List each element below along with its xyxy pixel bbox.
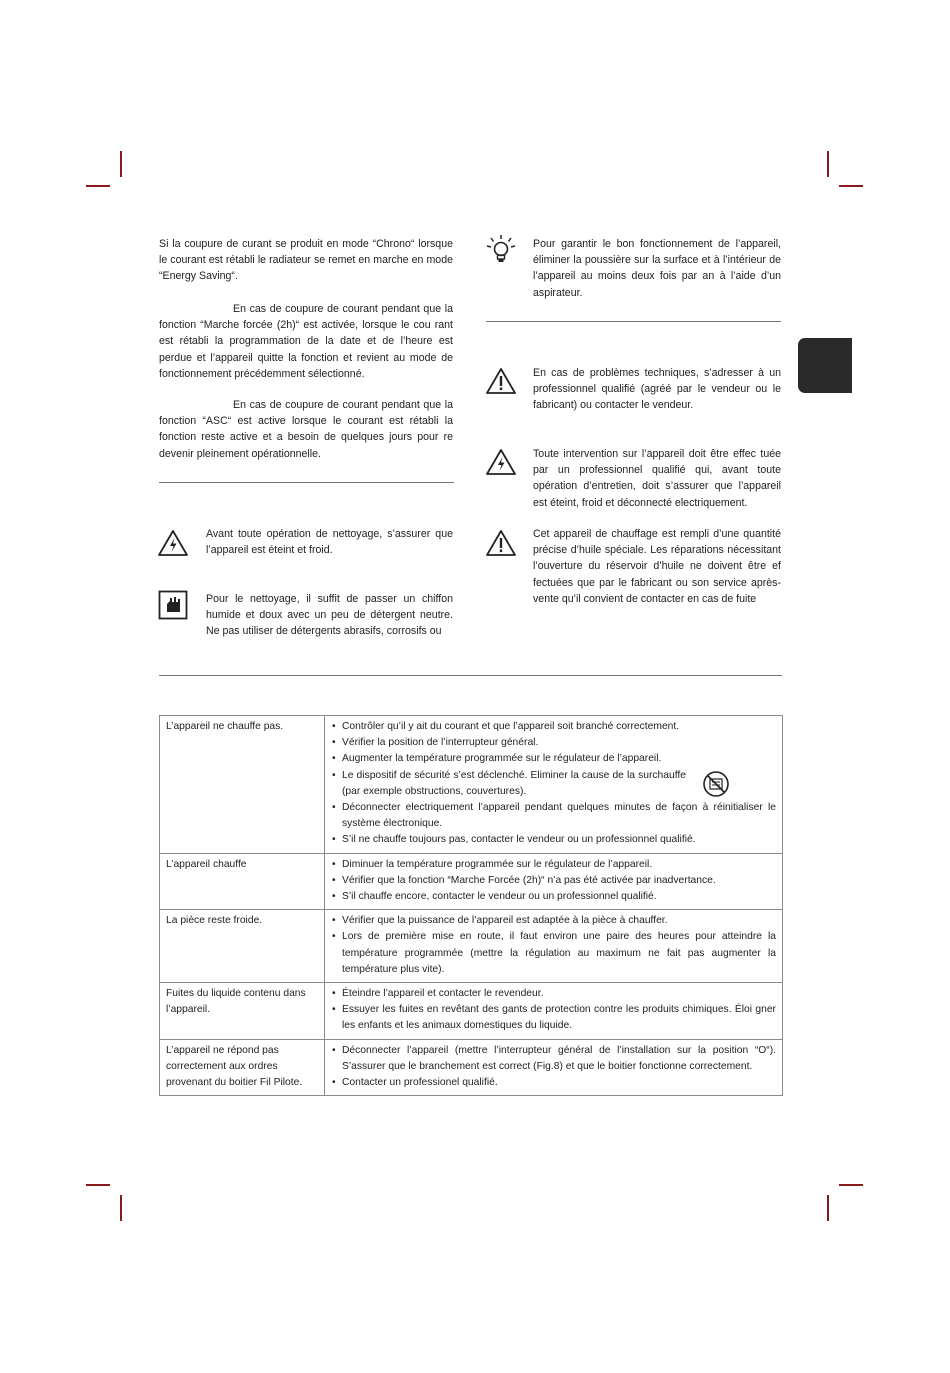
section-divider (486, 321, 781, 322)
crop-mark (120, 151, 122, 177)
service-technical-text: En cas de problèmes techniques, s’adresser à un professionnel qualifié (agréé par le vendeur ou le fabricant) ou contacter le vendeur. (533, 367, 781, 412)
crop-mark (839, 1184, 863, 1186)
table-row (160, 716, 783, 854)
table-row (160, 983, 783, 1040)
do-not-cover-icon (702, 770, 730, 798)
cleaning-hand-icon (158, 590, 188, 620)
list-item: • Déconnecter electriquement l’appareil pendant quelques minutes de façon à réinitialiser le système électronique. (332, 800, 776, 832)
list-item: • Vérifier que la puissance de l’appareil est adaptée à la pièce à chauffer. (332, 913, 776, 929)
crop-mark (839, 185, 863, 187)
problem-cell: L’appareil ne répond pas correctement aux ordres provenant du boitier Fil Pilote. (160, 1039, 325, 1096)
crop-mark (86, 1184, 110, 1186)
list-item: • Augmenter la température programmée sur le régulateur de l’appareil. (332, 751, 776, 767)
list-item: • Déconnecter l’appareil (mettre l’interrupteur général de l’installation sur la position “O“). S’assurer que le branchement est correct (Fig.8) et que le boitier fonctionne correctement. (332, 1043, 776, 1075)
power-cut-asc-text: En cas de coupure de courant pendant que la fonction “ASC“ est active lorsque le courant est rétabli la fonction reste active et a besoin de quelques jours pour re devenir pleinement opérationnelle. (159, 399, 453, 460)
problem-cell: La pièce reste froide. (160, 910, 325, 983)
cleaning-safety-text: Avant toute opération de nettoyage, s’assurer que l’appareil est éteint et froid. (206, 528, 453, 557)
crop-mark (827, 1195, 829, 1221)
solution-cell (325, 910, 783, 983)
list-item: • Lors de première mise en route, il faut environ une paire des heures pour atteindre la température programmée (mettre la régulation au maximum ne fait pas augmenter la température plus vite). (332, 929, 776, 978)
table-row (160, 1039, 783, 1096)
list-item: • Essuyer les fuites en revêtant des gants de protection contre les produits chimiques. Éloi gner les enfants et les animaux domestiques du liquide. (332, 1002, 776, 1034)
solution-list (332, 986, 776, 1035)
list-item: • Vérifier la position de l’interrupteur général. (332, 735, 776, 751)
problem-cell: L’appareil chauffe (160, 853, 325, 910)
solution-cell (325, 983, 783, 1040)
list-item: • S’il chauffe encore, contacter le vendeur ou un professionnel qualifié. (332, 889, 776, 905)
solution-list (332, 1043, 776, 1092)
power-cut-chrono-text: Si la coupure de curant se produit en mode “Chrono“ lorsque le courant est rétabli le radiateur se remet en marche en mode “Energy Saving“. (159, 238, 453, 283)
service-oil-text: Cet appareil de chauffage est rempli d’une quantité précise d’huile spéciale. Les réparations nécessitant l’ouverture du réservoir d’huile ne doivent être ef fectuées que par le fabricant ou son service après-vente qu’il convient de contacter en cas de fuite (533, 528, 781, 605)
crop-mark (86, 185, 110, 187)
power-cut-forced-text: En cas de coupure de courant pendant que la fonction “Marche forcée (2h)“ est activée, lorsque le cou rant est rétabli la programmation de la date et de l’heure est perdue et l’appareil quitte la fonction et revient au mode de fonctionnement précédemment sélectionné. (159, 303, 453, 380)
list-item: • Le dispositif de sécurité s’est déclenché. Eliminer la cause de la surchauffe (par exemple obstructions, couvertures). (332, 768, 776, 800)
table-row (160, 853, 783, 910)
list-item: • Vérifier que la fonction “Marche Forcée (2h)“ n’a pas été activée par inadvertance. (332, 873, 776, 889)
list-item: • Contacter un professionel qualifié. (332, 1075, 776, 1091)
section-divider (159, 482, 454, 483)
warning-triangle-icon (485, 367, 517, 395)
solution-cell (325, 853, 783, 910)
list-item: • Diminuer la température programmée sur le régulateur de l’appareil. (332, 857, 776, 873)
electric-shock-icon (157, 529, 189, 557)
electric-shock-icon (485, 448, 517, 476)
solution-list (332, 913, 776, 978)
table-row (160, 910, 783, 983)
dust-maintenance-text: Pour garantir le bon fonctionnement de l’appareil, éliminer la poussière sur la surface et à l’intérieur de l’appareil au moins deux fois par an à l’aide d’un aspirateur. (533, 238, 781, 299)
service-intervention-text: Toute intervention sur l’appareil doit être effec tuée par un professionnel qualifié qui, avant toute opération d’entretien, doit s’assurer que l’appareil est éteint, froid et déconnecté electriquement. (533, 448, 781, 509)
problem-cell: Fuites du liquide contenu dans l’appareil. (160, 983, 325, 1040)
section-divider (159, 675, 782, 676)
list-item: • Éteindre l’appareil et contacter le revendeur. (332, 986, 776, 1002)
list-item: • S’il ne chauffe toujours pas, contacter le vendeur ou un professionnel qualifié. (332, 832, 776, 848)
crop-mark (827, 151, 829, 177)
solution-list (332, 857, 776, 906)
warning-triangle-icon (485, 529, 517, 557)
problem-cell: L’appareil ne chauffe pas. (160, 716, 325, 854)
section-tab (798, 338, 852, 393)
lightbulb-icon (484, 234, 518, 266)
list-item: • Contrôler qu’il y ait du courant et que l’appareil soit branché correctement. (332, 719, 776, 735)
cleaning-instructions-text: Pour le nettoyage, il suffit de passer un chiffon humide et doux avec un peu de détergent neutre. Ne pas utiliser de détergents abrasifs, corrosifs ou (206, 593, 453, 638)
troubleshooting-table (159, 715, 783, 1096)
solution-cell (325, 1039, 783, 1096)
crop-mark (120, 1195, 122, 1221)
solution-cell (325, 716, 783, 854)
